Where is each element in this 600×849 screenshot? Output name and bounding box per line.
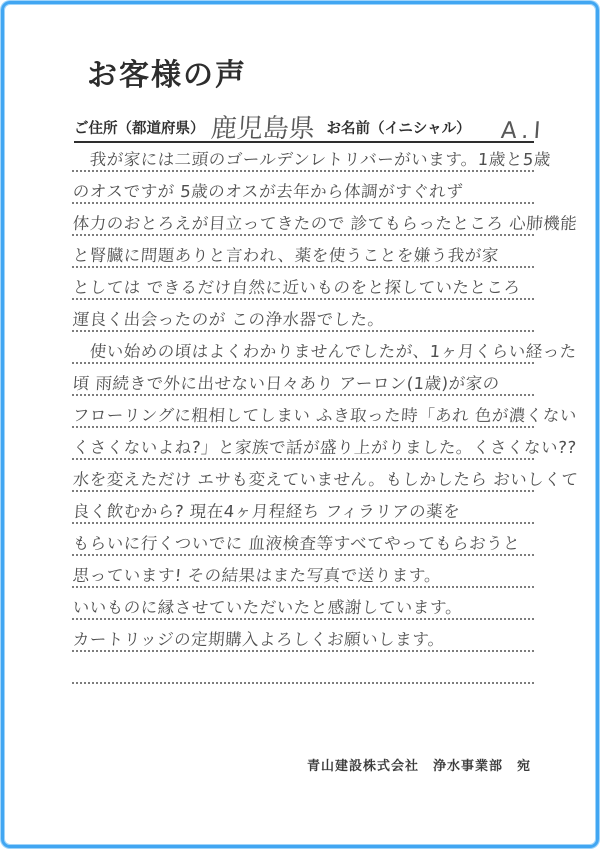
handwritten-text: いいものに縁させていただいたと感謝しています。 <box>72 598 464 617</box>
handwritten-text: カートリッジの定期購入よろしくお願いします。 <box>72 630 446 649</box>
handwritten-text: 運良く出会ったのが この浄水器でした。 <box>72 310 386 329</box>
handwritten-text: 思っています! その結果はまた写真で送ります。 <box>72 566 442 585</box>
handwritten-line <box>72 556 534 588</box>
address-handwritten-value: 鹿児島県 <box>209 114 316 144</box>
handwritten-line <box>72 492 534 524</box>
handwritten-line <box>72 172 534 204</box>
name-handwritten-value: A.I <box>499 118 547 144</box>
handwritten-line <box>72 300 534 332</box>
handwritten-line <box>72 396 578 428</box>
address-label: ご住所（都道府県） <box>74 121 205 137</box>
handwritten-line <box>72 332 578 364</box>
handwritten-text: のオスですが 5歳のオスが去年から体調がすぐれず <box>72 182 464 201</box>
handwritten-line <box>72 652 534 684</box>
handwritten-line <box>72 588 534 620</box>
handwritten-text: 使い始めの頃はよくわかりませんでしたが、1ヶ月くらい経った <box>72 342 578 361</box>
handwritten-line <box>72 428 578 460</box>
recipient-footer: 青山建設株式会社 浄水事業部 宛 <box>306 759 531 774</box>
handwritten-text: 良く飲むから? 現在4ヶ月程経ち フィラリアの薬を <box>72 502 461 521</box>
handwritten-line <box>72 140 552 172</box>
handwritten-line <box>72 460 579 492</box>
handwritten-text: 体力のおとろえが目立ってきたので 診てもらったところ 心肺機能 <box>72 214 578 233</box>
name-label: お名前（イニシャル） <box>326 121 471 137</box>
handwritten-text: 我が家には二頭のゴールデンレトリバーがいます。1歳と5歳 <box>72 150 552 169</box>
handwritten-line <box>72 364 534 396</box>
form-header-row <box>74 104 547 144</box>
handwritten-line <box>72 268 534 300</box>
handwritten-line <box>72 236 534 268</box>
handwritten-text: フローリングに粗相してしまい ふき取った時「あれ 色が濃くない <box>72 406 578 425</box>
handwritten-line <box>72 524 534 556</box>
handwritten-text: 頃 雨続きで外に出せない日々あり アーロン(1歳)が家の <box>72 374 501 393</box>
handwritten-text: くさくないよね?」と家族で話が盛り上がりました。くさくない?? <box>72 438 578 457</box>
handwritten-text: 水を変えただけ エサも変えていません。もしかしたら おいしくて <box>72 470 579 489</box>
handwritten-line <box>72 620 534 652</box>
handwritten-text: と腎臓に問題ありと言われ、薬を使うことを嫌う我が家 <box>72 246 500 265</box>
handwritten-text: もらいに行くついでに 血液検査等すべてやってもらおうと <box>72 534 521 553</box>
handwritten-line <box>72 204 578 236</box>
handwritten-text: としては できるだけ自然に近いものをと探していたところ <box>72 278 522 297</box>
page-title: お客様の声 <box>87 58 247 93</box>
ruled-lines <box>72 140 579 684</box>
